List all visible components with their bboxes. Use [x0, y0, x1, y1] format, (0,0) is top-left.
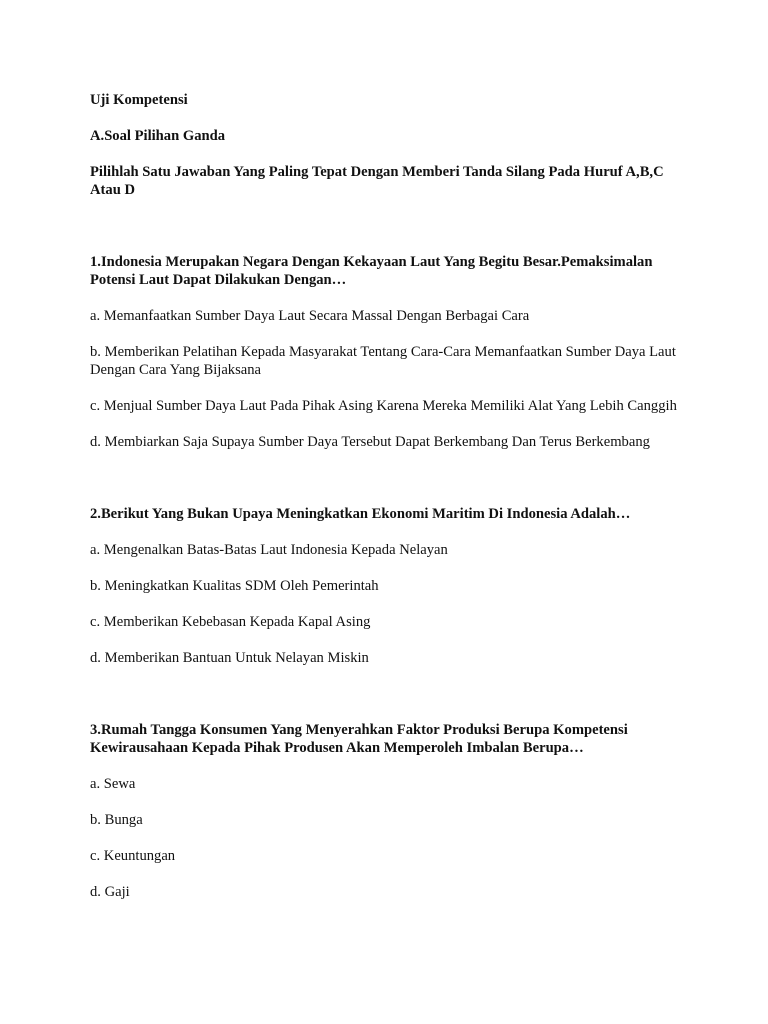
option-a: a. Memanfaatkan Sumber Daya Laut Secara Massal Dengan Berbagai Cara [90, 308, 530, 324]
question-text: 1.Indonesia Merupakan Negara Dengan Kekayaan Laut Yang Begitu Besar.Pemaksimalan Potensi Laut Dapat Dilakukan Dengan… [90, 254, 653, 288]
section-heading: A.Soal Pilihan Ganda [90, 128, 226, 144]
option-a: a. Sewa [90, 776, 136, 792]
option-c: c. Memberikan Kebebasan Kepada Kapal Asing [90, 614, 371, 630]
option-d: d. Memberikan Bantuan Untuk Nelayan Miskin [90, 650, 369, 666]
question-2 [90, 505, 690, 667]
question-text: 3.Rumah Tangga Konsumen Yang Menyerahkan Faktor Produksi Berupa Kompetensi Kewirausahaan Kepada Pihak Produsen Akan Memperoleh Imbalan Berupa… [90, 722, 628, 756]
option-a: a. Mengenalkan Batas-Batas Laut Indonesia Kepada Nelayan [90, 542, 448, 558]
option-b: b. Meningkatkan Kualitas SDM Oleh Pemerintah [90, 578, 379, 594]
question-3 [90, 721, 690, 901]
document-title: Uji Kompetensi [90, 92, 188, 108]
option-c: c. Menjual Sumber Daya Laut Pada Pihak Asing Karena Mereka Memiliki Alat Yang Lebih Canggih [90, 398, 677, 414]
document-page [90, 91, 690, 901]
question-1 [90, 253, 690, 451]
option-b: b. Bunga [90, 812, 143, 828]
instruction-text: Pilihlah Satu Jawaban Yang Paling Tepat Dengan Memberi Tanda Silang Pada Huruf A,B,C Atau D [90, 164, 664, 198]
question-text: 2.Berikut Yang Bukan Upaya Meningkatkan Ekonomi Maritim Di Indonesia Adalah… [90, 506, 631, 522]
option-b: b. Memberikan Pelatihan Kepada Masyarakat Tentang Cara-Cara Memanfaatkan Sumber Daya Laut Dengan Cara Yang Bijaksana [90, 344, 676, 378]
option-c: c. Keuntungan [90, 848, 176, 864]
option-d: d. Gaji [90, 884, 130, 900]
option-d: d. Membiarkan Saja Supaya Sumber Daya Tersebut Dapat Berkembang Dan Terus Berkembang [90, 434, 650, 450]
